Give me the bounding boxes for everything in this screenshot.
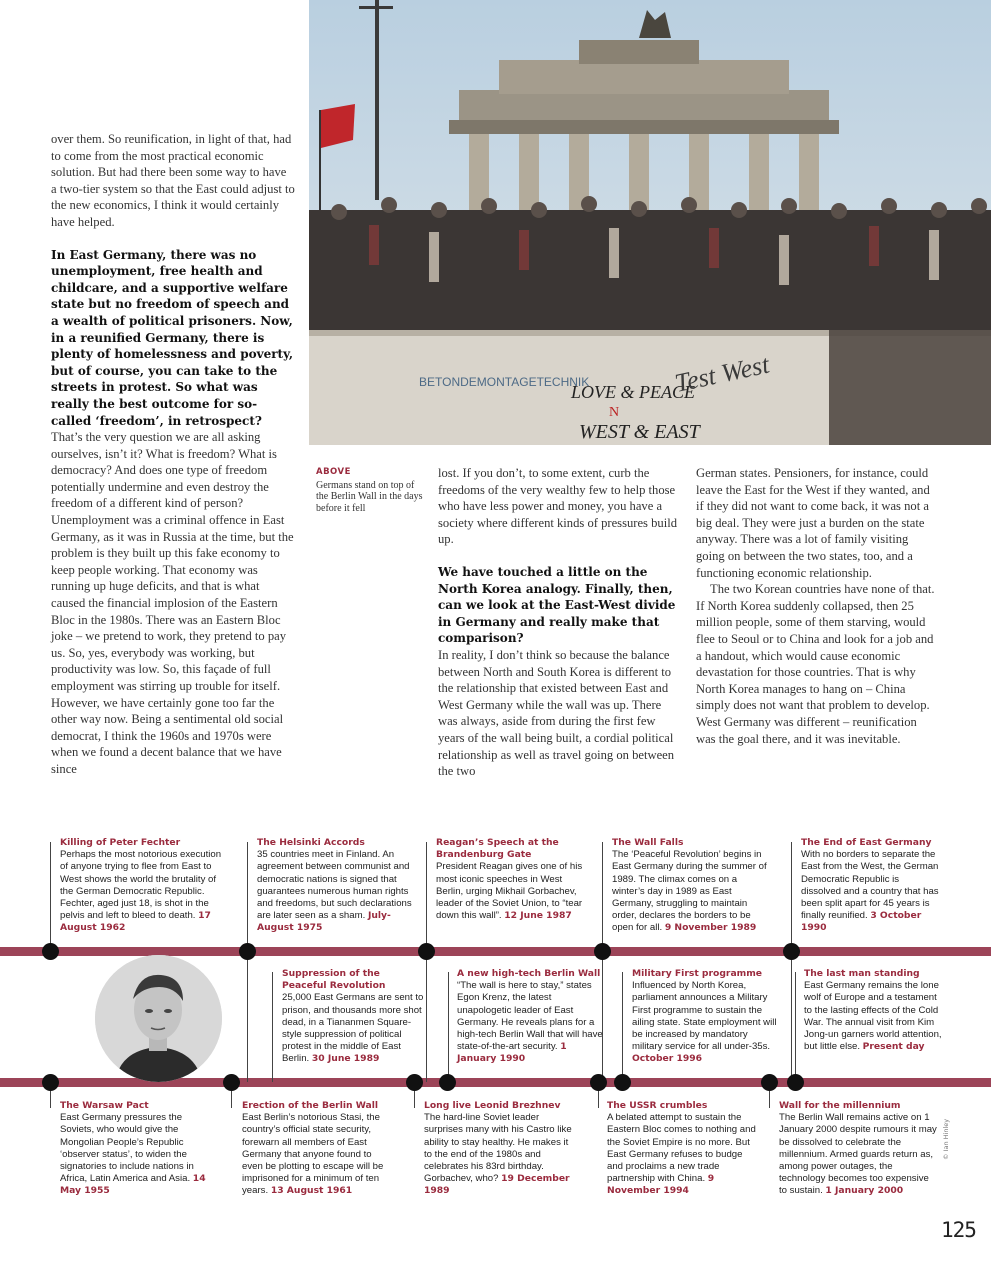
timeline-entry-title: Erection of the Berlin Wall [242,1100,379,1111]
article-column-3 [696,465,936,747]
timeline-entry [804,968,944,1053]
timeline-dot [439,1074,456,1091]
timeline-connector [448,972,449,1082]
timeline-connector [426,952,427,1082]
timeline-dot [590,1074,607,1091]
timeline-entry-date: 1 January 1990 [457,1041,567,1065]
timeline-entry-title: Killing of Peter Fechter [60,837,181,848]
timeline-entry-title: Suppression of the Peaceful Revolution [282,968,386,992]
timeline-entry-title: The last man standing [804,968,920,979]
timeline-entry-text: The Berlin Wall remains active on 1 January 2000 despite rumours it may be dissolved to celebrate the millennium. Armed guards return as, among power outages, the technology becomes too expensive to sustain. [779,1112,937,1197]
timeline-dot [42,943,59,960]
paragraph: In reality, I don’t think so because the balance between North and South Korea is different to the relationship that existed between East and West Germany while the wall was up. There was always, aside from during the first few years of the wall being built, a cordial political relationship as well as travel going on between the two [438,647,675,779]
timeline-entry-title: Military First programme [632,968,763,979]
graffiti-text: BETONDEMONTAGETECHNIK [419,375,590,389]
timeline-dot [783,943,800,960]
timeline-entry [436,837,588,922]
timeline-entry-date: 30 June 1989 [311,1053,380,1065]
article-column-1 [51,131,295,778]
timeline-entry [632,968,780,1066]
timeline-entry-text: President Reagan gives one of his most iconic speeches in West Berlin, urging Mikhail Gorbachev, leader of the Soviet Union, to “tear down this wall”. [436,861,583,922]
timeline-entry-date: 9 November 1994 [607,1173,715,1197]
timeline-entry-text: Influenced by North Korea, parliament announces a Military First programme to sustain the ailing state. State employment will be increased by mandatory military service for all under-35s. [632,980,777,1053]
timeline-entry-text: A belated attempt to sustain the Eastern Bloc comes to nothing and the Soviet Empire is no more. But East Germany refuses to budge and proclaims a new trade partnership with China. [607,1112,756,1185]
timeline-entry-text: The hard-line Soviet leader surprises many with his Castro like ability to stay healthy. He makes it to the end of the 1980s and celebrates his 83rd birthday. Gorbachev, who? [424,1112,572,1185]
timeline-dot [223,1074,240,1091]
paragraph: That’s the very question we are all asking ourselves, isn’t it? What is freedom? What is democracy? And does one type of freedom potentially undermine and even destroy the freedom of a different kind of person? Unemployment was a criminal offence in East Germany, as it was in Russia at the time, but the problem is they built up this fake economy to keep people working. That economy was running up huge deficits, and that is what caused the financial implosion of the Eastern Bloc in the 1980s. There was an Eastern Bloc joke – we pretend to work, they pretend to pay us. So, yes, everybody was working, but productivity was low. So, this façade of full employment was stirring up trouble for itself. However, we have certainly gone too far the other way now. Being a sentimental old social democrat, I think the 1960s and 1970s were when we found a decent balance that we have since [51,430,294,776]
timeline-entry-date: July-August 1975 [257,910,391,934]
interview-question: We have touched a little on the North Korea analogy. Finally, then, can we look at the East-West divide in Germany and really make that comparison? [438,564,676,646]
timeline-connector [791,842,792,948]
timeline-entry [801,837,941,935]
timeline-dot [406,1074,423,1091]
timeline-connector [426,842,427,948]
timeline-entry-text: East Germany pressures the Soviets, who would give the Mongolian People’s Republic ‘observer status’, to widen the signatories to include nations in Africa, Latin America and Asia. [60,1112,194,1185]
graffiti-text: WEST & EAST [579,421,700,443]
timeline-entry-text: 25,000 East Germans are sent to prison, and thousands more shot dead, in a Tiananmen Square-style suppression of political protest in the middle of East Berlin. [282,992,424,1065]
timeline-entry-title: The Warsaw Pact [60,1100,149,1111]
timeline-entry [242,1100,392,1198]
timeline-dot [418,943,435,960]
timeline-entry [257,837,413,935]
timeline-entry-title: A new high-tech Berlin Wall [457,968,601,979]
timeline-connector [272,972,273,1082]
timeline-dot [239,943,256,960]
timeline-entry-text: 35 countries meet in Finland. An agreement between communist and democratic nations is signed that guarantees numerous human rights and freedoms, but such declarations are later seen as a sham. [257,849,412,922]
paragraph: over them. So reunification, in light of that, had to come from the most practical economic solution. But had there been some way to have a two-tier system so that the East could adjust to the new economics, I think it would certainly have helped. [51,132,295,229]
timeline-connector [247,952,248,1082]
timeline-entry [424,1100,574,1198]
timeline-entry-date: 3 October 1990 [801,910,922,934]
timeline-entry [779,1100,939,1198]
timeline-entry-title: The Wall Falls [612,837,684,848]
timeline-connector [50,842,51,948]
timeline-entry [612,837,772,935]
timeline-entry [282,968,424,1066]
graffiti-text: N [609,405,620,420]
timeline-dot [42,1074,59,1091]
timeline-entry [60,1100,210,1198]
timeline-connector [622,972,623,1082]
photo-credit: © Ian Hinley [942,1118,950,1160]
timeline-entry [457,968,603,1066]
timeline-entry-title: Wall for the millennium [779,1100,901,1111]
graffiti-text: LOVE & PEACE [571,382,695,402]
timeline-entry [607,1100,757,1198]
timeline-entry-title: The USSR crumbles [607,1100,708,1111]
timeline-entry-title: Long live Leonid Brezhnev [424,1100,561,1111]
page-number: 125 [941,1218,976,1242]
timeline-connector [791,952,792,1082]
timeline-entry-title: The End of East Germany [801,837,932,848]
timeline-entry-date: 17 August 1962 [60,910,211,934]
timeline-entry-text: With no borders to separate the East from the West, the German Democratic Republic is dissolved and a country that has been split apart for 45 years is finally reunified. [801,849,939,922]
interview-question: In East Germany, there was no unemployment, free health and childcare, and a supportive welfare state but no freedom of speech and a wealth of political prisoners. Now, in a reunified Germany, there is plenty of homelessness and poverty, but of course, you can take to the streets in protest. So what was really the best outcome for so-called ‘freedom’, in retrospect? [51,247,294,428]
timeline-connector [602,842,603,948]
timeline-entry-text: Perhaps the most notorious execution of anyone trying to flee from East to West shows the world the brutality of the German Democratic Republic. Fechter, aged just 18, is shot in the pelvis and left to bleed to death. [60,849,222,922]
caption-label: ABOVE [316,467,351,477]
timeline-entry-date: Present day [862,1041,925,1053]
portrait-photo [95,955,222,1082]
timeline-entry-title: The Helsinki Accords [257,837,365,848]
timeline-entry-text: “The wall is here to stay,” states Egon Krenz, the latest unapologetic leader of East Germany. He reveals plans for a high-tech Berlin Wall that will have state-of-the-art security. [457,980,603,1053]
timeline-entry-date: 13 August 1961 [270,1185,353,1197]
timeline-entry-text: East Germany remains the lone wolf of Europe and a testament to the lasting effects of the Cold War. The annual visit from Kim Jong-un garners world attention, but little else. [804,980,942,1053]
timeline-entry-date: 1 January 2000 [825,1185,904,1197]
timeline-entry-date: 14 May 1955 [60,1173,206,1197]
timeline-dot [761,1074,778,1091]
caption-text: Germans stand on top of the Berlin Wall in the days before it fell [316,479,423,514]
berlin-wall-photo [309,0,991,445]
article-column-2 [438,465,678,780]
timeline-entry-text: East Berlin’s notorious Stasi, the country’s official state security, forewarn all members of East Germany that anyone found to even be plotting to escape will be imprisoned for a minimum of ten years. [242,1112,384,1197]
timeline-entry [60,837,224,935]
timeline-entry-title: Reagan’s Speech at the Brandenburg Gate [436,837,559,861]
timeline-entry-date: October 1996 [632,1053,703,1065]
paragraph: lost. If you don’t, to some extent, curb the freedoms of the very wealthy few to help those who have less power and money, you have a society where different kinds of pressures build up. [438,466,677,547]
paragraph: German states. Pensioners, for instance, could leave the East for the West if they wanted, and if they did not want to come back, it was not a big deal. They were just a burden on the state anyway. There was a lot of family visiting going on between the two states, too, and a functioning economic relationship. [696,466,930,580]
paragraph: The two Korean countries have none of that. If North Korea suddenly collapsed, then 25 million people, some of them starving, would flee to Seoul or to China and look for a job and a handout, which would cause economic devastation for those countries. That is why North Korea manages to hang on – China simply does not want that problem to develop. West Germany was different – reunification was the goal there, and it was inevitable. [696,582,935,746]
timeline-connector [795,972,796,1082]
graffiti-text: Test West [672,349,772,398]
photo-caption [316,467,426,514]
timeline-entry-date: 12 June 1987 [504,910,572,922]
timeline-connector [247,842,248,948]
timeline-dot [614,1074,631,1091]
timeline-entry-date: 9 November 1989 [664,922,757,934]
timeline-entry-text: The ‘Peaceful Revolution’ begins in East Germany during the summer of 1989. The climax comes on a winter’s day in 1989 as East Germany, struggling to maintain order, declares the borders to be open for all. [612,849,767,934]
timeline-dot [787,1074,804,1091]
timeline-dot [594,943,611,960]
timeline-entry-date: 19 December 1989 [424,1173,570,1197]
